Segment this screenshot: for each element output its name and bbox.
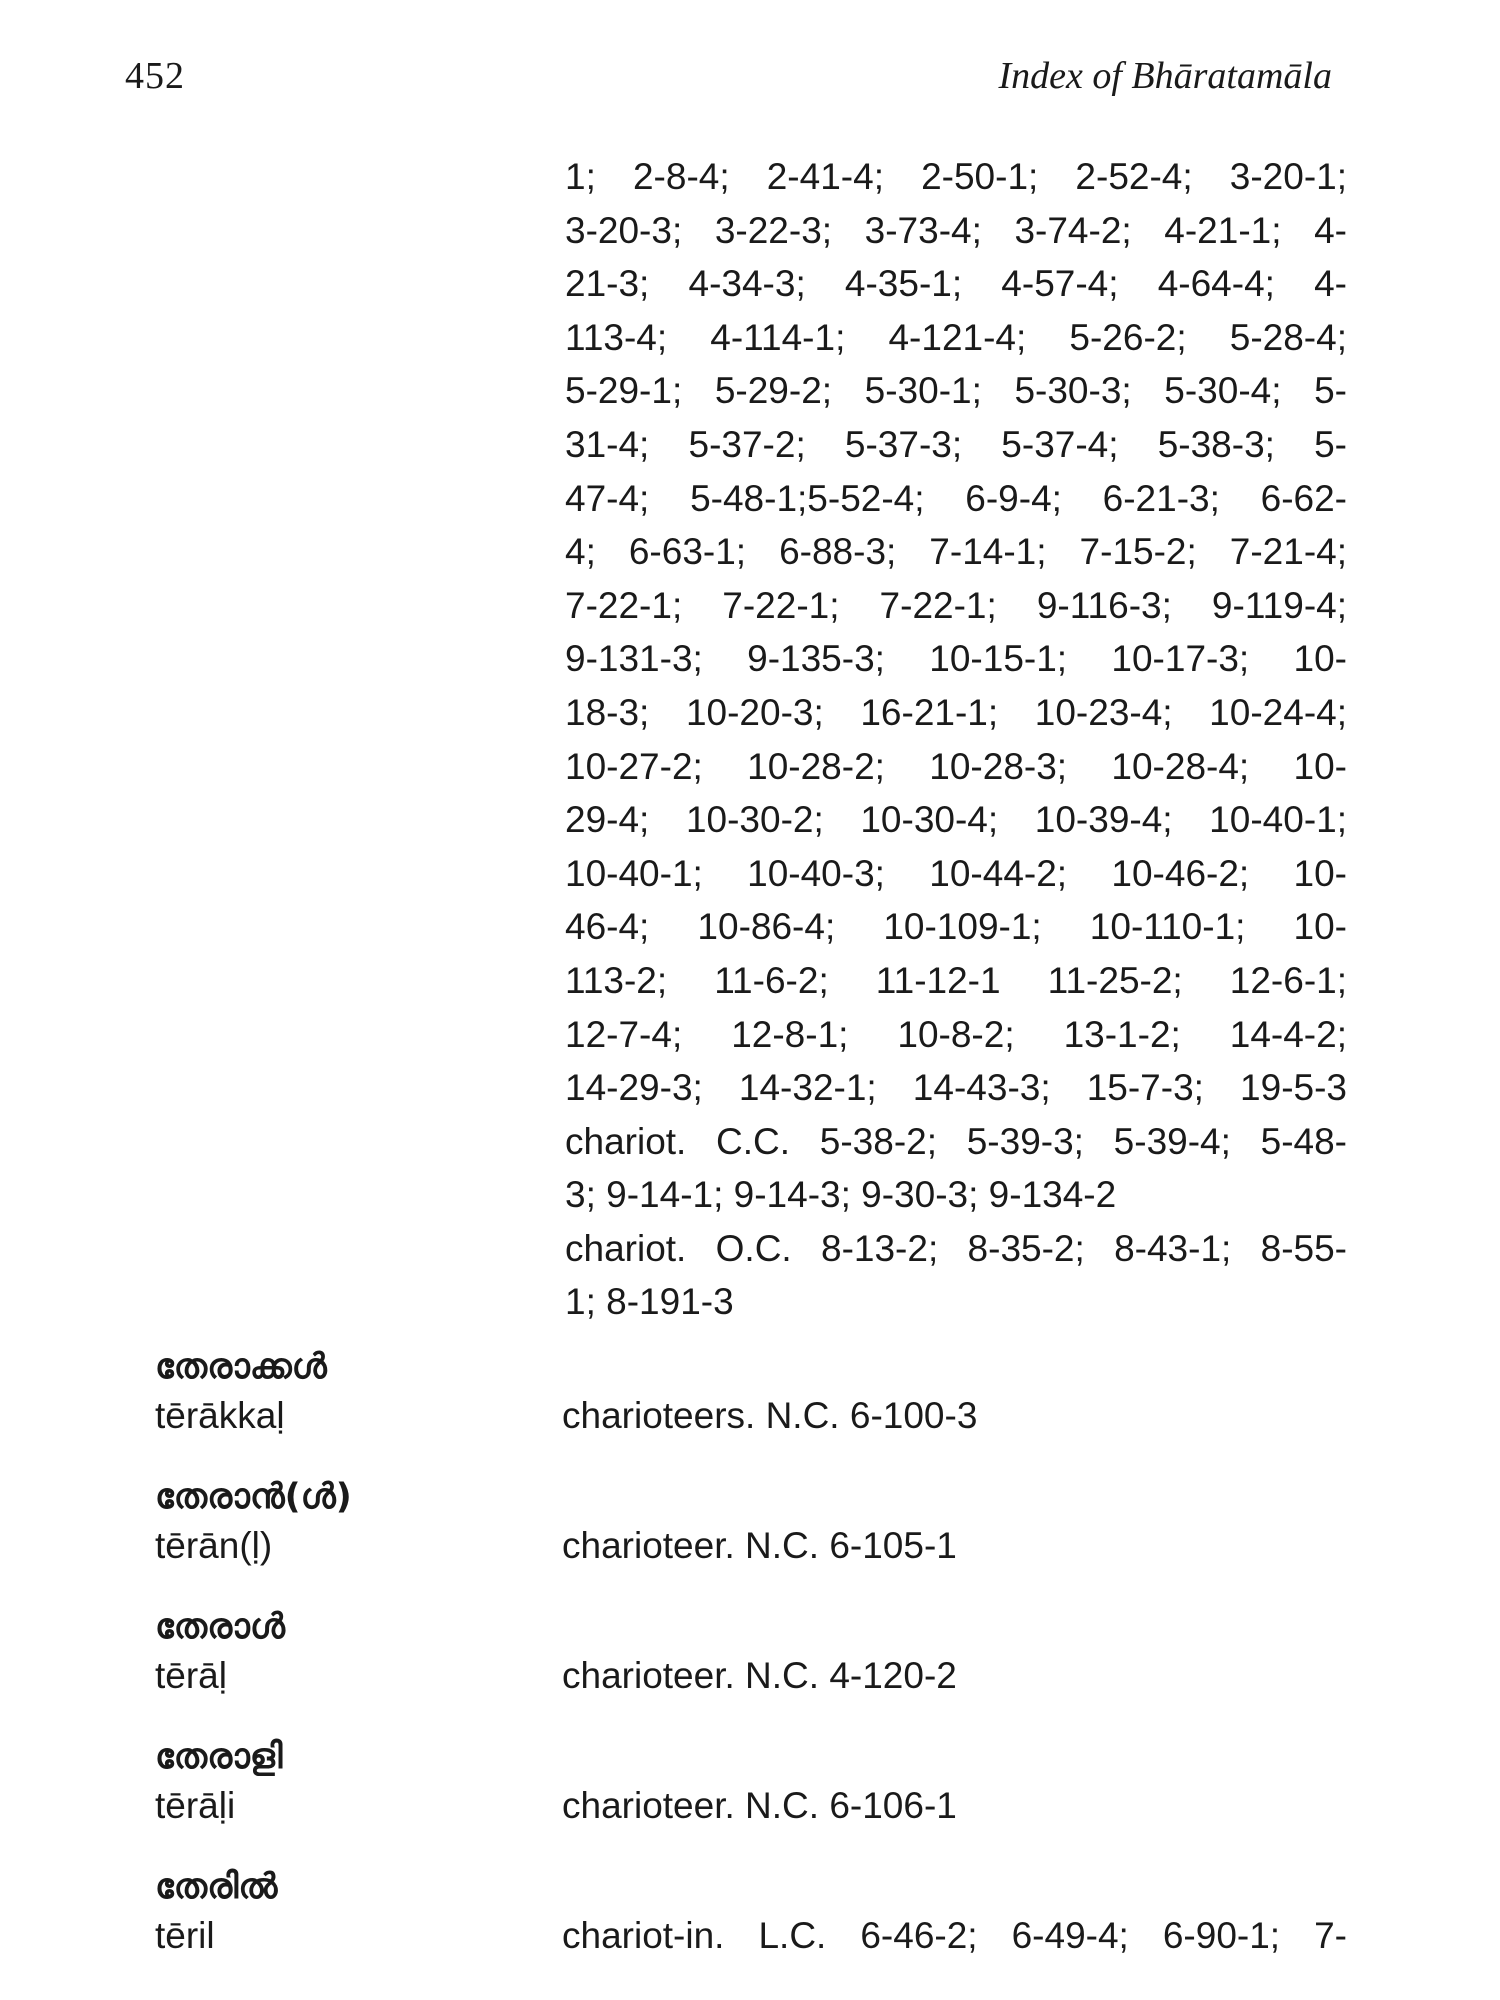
headword-transliteration: tērān(ḷ) — [155, 1525, 273, 1566]
continuation-line: 3-20-3; 3-22-3; 3-73-4; 3-74-2; 4-21-1; 4- — [565, 209, 1347, 251]
headword-transliteration: tērāḷi — [155, 1785, 236, 1826]
index-entries — [155, 1345, 1355, 1995]
entry-gloss: charioteer. N.C. 6-106-1 — [562, 1785, 957, 1826]
continuation-line: 7-22-1; 7-22-1; 7-22-1; 9-116-3; 9-119-4; — [565, 584, 1347, 626]
continuation-line: 12-7-4; 12-8-1; 10-8-2; 13-1-2; 14-4-2; — [565, 1013, 1347, 1055]
headword-malayalam: തേരാക്കൾ — [155, 1347, 327, 1387]
headword-malayalam: തേരിൽ — [155, 1867, 278, 1907]
continuation-line: 14-29-3; 14-32-1; 14-43-3; 15-7-3; 19-5-3 — [565, 1067, 1347, 1109]
continuation-line: 113-4; 4-114-1; 4-121-4; 5-26-2; 5-28-4; — [565, 316, 1347, 358]
index-entry — [155, 1475, 1355, 1605]
index-entry — [155, 1345, 1355, 1475]
headword-malayalam: തേരാൾ — [155, 1607, 286, 1647]
continuation-line: 10-27-2; 10-28-2; 10-28-3; 10-28-4; 10- — [565, 745, 1347, 787]
index-entry — [155, 1865, 1355, 1995]
continuation-line: 1; 8-191-3 — [565, 1281, 734, 1323]
entry-gloss: charioteer. N.C. 6-105-1 — [562, 1525, 957, 1566]
continuation-line: 31-4; 5-37-2; 5-37-3; 5-37-4; 5-38-3; 5- — [565, 423, 1347, 465]
headword-malayalam: തേരാൻ(ൾ) — [155, 1477, 352, 1517]
continuation-line: chariot. O.C. 8-13-2; 8-35-2; 8-43-1; 8-55- — [565, 1227, 1347, 1269]
continuation-block — [565, 150, 1347, 1329]
continuation-line: 10-40-1; 10-40-3; 10-44-2; 10-46-2; 10- — [565, 852, 1347, 894]
index-entry — [155, 1735, 1355, 1865]
continuation-line: 4; 6-63-1; 6-88-3; 7-14-1; 7-15-2; 7-21-4; — [565, 531, 1347, 573]
continuation-line: 1; 2-8-4; 2-41-4; 2-50-1; 2-52-4; 3-20-1; — [565, 156, 1347, 197]
headword-transliteration: tēril — [155, 1915, 215, 1956]
page-number: 452 — [125, 55, 185, 97]
entry-gloss: chariot-in. L.C. 6-46-2; 6-49-4; 6-90-1; 7- — [562, 1915, 1347, 1956]
continuation-line: 18-3; 10-20-3; 16-21-1; 10-23-4; 10-24-4; — [565, 691, 1347, 733]
continuation-line: 9-131-3; 9-135-3; 10-15-1; 10-17-3; 10- — [565, 638, 1347, 680]
continuation-line: chariot. C.C. 5-38-2; 5-39-3; 5-39-4; 5-48- — [565, 1120, 1347, 1162]
continuation-line: 21-3; 4-34-3; 4-35-1; 4-57-4; 4-64-4; 4- — [565, 263, 1347, 305]
entry-gloss: charioteer. N.C. 4-120-2 — [562, 1655, 957, 1696]
entry-gloss: charioteers. N.C. 6-100-3 — [562, 1395, 978, 1436]
continuation-line: 46-4; 10-86-4; 10-109-1; 10-110-1; 10- — [565, 906, 1347, 948]
continuation-line: 29-4; 10-30-2; 10-30-4; 10-39-4; 10-40-1; — [565, 799, 1347, 841]
continuation-line: 5-29-1; 5-29-2; 5-30-1; 5-30-3; 5-30-4; 5- — [565, 370, 1347, 412]
continuation-line: 3; 9-14-1; 9-14-3; 9-30-3; 9-134-2 — [565, 1174, 1117, 1216]
headword-transliteration: tērāḷ — [155, 1655, 227, 1696]
continuation-line: 113-2; 11-6-2; 11-12-1 11-25-2; 12-6-1; — [565, 959, 1347, 1001]
index-entry — [155, 1605, 1355, 1735]
headword-malayalam: തേരാളി — [155, 1737, 283, 1777]
running-title: Index of Bhāratamāla — [998, 55, 1332, 97]
headword-transliteration: tērākkaḷ — [155, 1395, 285, 1436]
continuation-line: 47-4; 5-48-1;5-52-4; 6-9-4; 6-21-3; 6-62- — [565, 477, 1347, 519]
